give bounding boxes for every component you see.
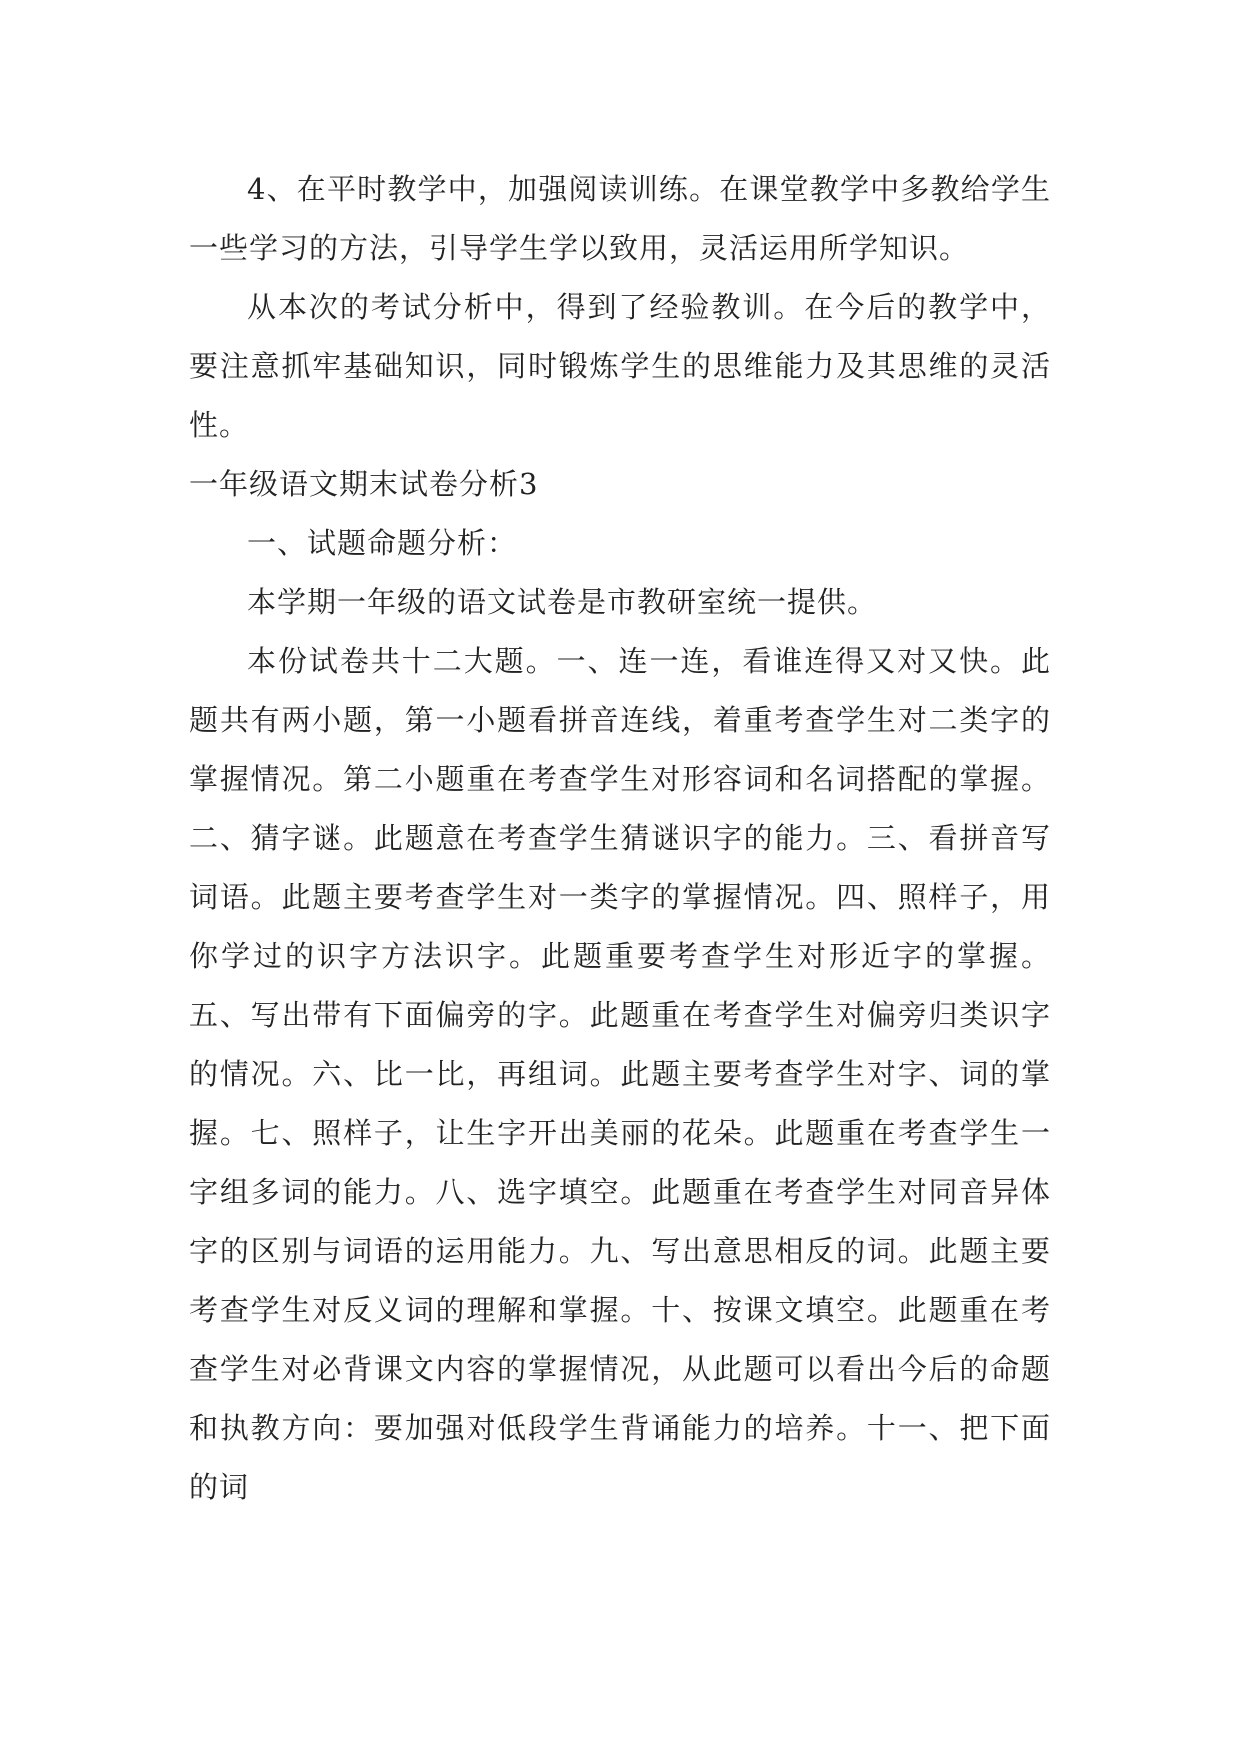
section-heading: 一年级语文期末试卷分析3 <box>189 467 539 501</box>
paragraph-exam-source: 本学期一年级的语文试卷是市教研室统一提供。 <box>247 585 878 619</box>
paragraph-reading-training: 4、在平时教学中，加强阅读训练。在课堂教学中多教给学生一些学习的方法，引导学生学以致用，灵活运用所学知识。 <box>189 172 1051 265</box>
paragraph-lessons-learned: 从本次的考试分析中，得到了经验教训。在今后的教学中，要注意抓牢基础知识，同时锻炼学生的思维能力及其思维的灵活性。 <box>189 290 1051 442</box>
document-page <box>189 160 1051 1517</box>
paragraph-exam-structure: 本份试卷共十二大题。一、连一连，看谁连得又对又快。此题共有两小题，第一小题看拼音连线，着重考查学生对二类字的掌握情况。第二小题重在考查学生对形容词和名词搭配的掌握。二、猜字谜。此题意在考查学生猜谜识字的能力。三、看拼音写词语。此题主要考查学生对一类字的掌握情况。四、照样子，用你学过的识字方法识字。此题重要考查学生对形近字的掌握。五、写出带有下面偏旁的字。此题重在考查学生对偏旁归类识字的情况。六、比一比，再组词。此题主要考查学生对字、词的掌握。七、照样子，让生字开出美丽的花朵。此题重在考查学生一字组多词的能力。八、选字填空。此题重在考查学生对同音异体字的区别与词语的运用能力。九、写出意思相反的词。此题主要考查学生对反义词的理解和掌握。十、按课文填空。此题重在考查学生对必背课文内容的掌握情况，从此题可以看出今后的命题和执教方向：要加强对低段学生背诵能力的培养。十一、把下面的词 <box>189 644 1051 1504</box>
subsection-title: 一、试题命题分析： <box>247 526 518 560</box>
